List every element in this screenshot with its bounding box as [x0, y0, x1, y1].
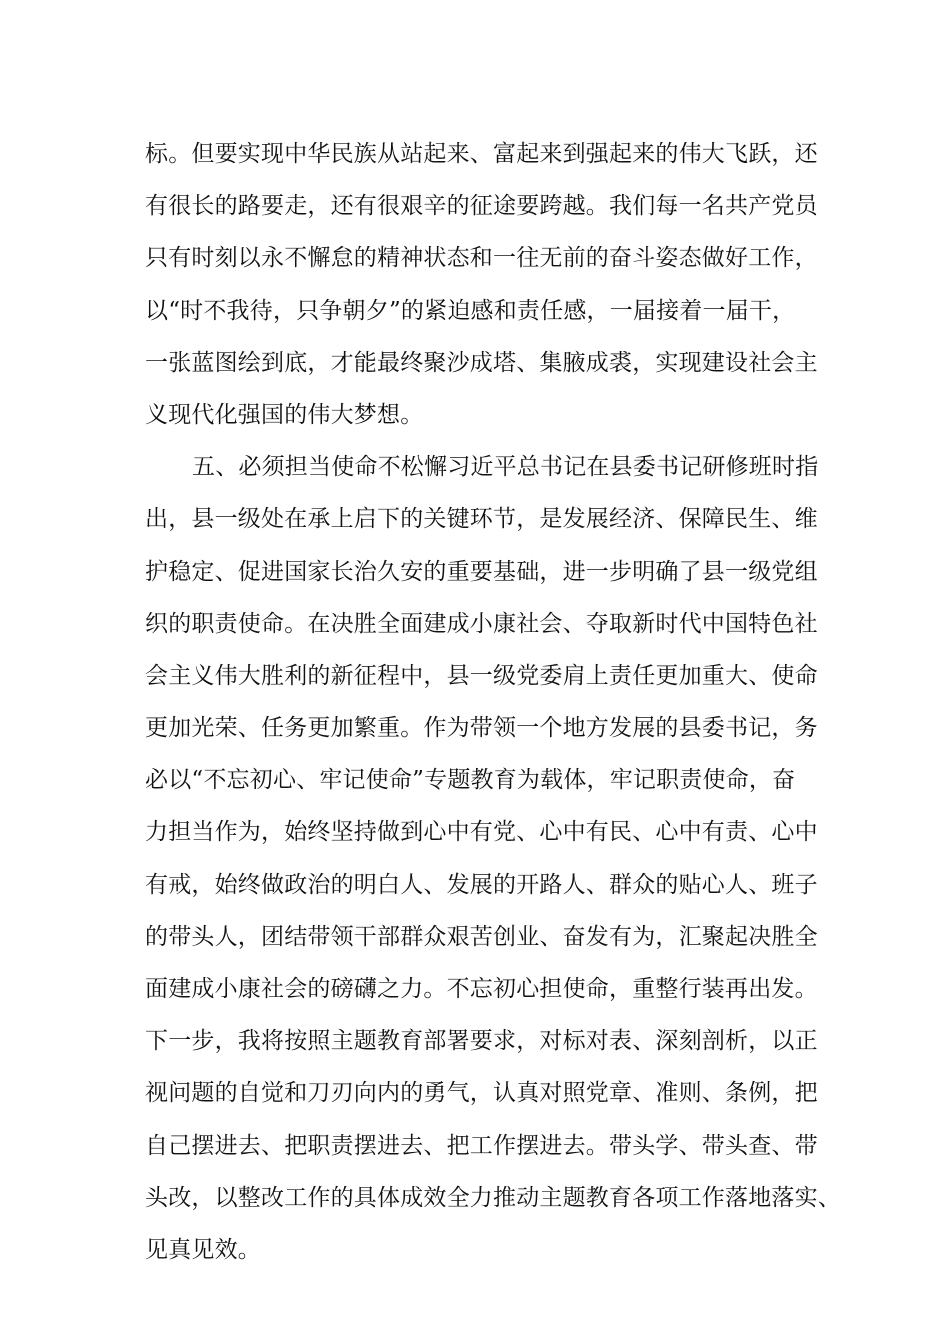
text-line: 护稳定、促进国家长治久安的重要基础，进一步明确了县一级党组 — [145, 558, 818, 585]
text-line: 面建成小康社会的磅礴之力。不忘初心担使命，重整行装再出发。 — [145, 976, 818, 1002]
text-line: 力担当作为，始终坚持做到心中有党、心中有民、心中有责、心中 — [145, 819, 818, 846]
text-line: 织的职责使命。在决胜全面建成小康社会、夺取新时代中国特色社 — [145, 610, 818, 637]
text-line: 自己摆进去、把职责摆进去、把工作摆进去。带头学、带头查、带 — [145, 1132, 818, 1159]
text-line: 只有时刻以永不懈怠的精神状态和一往无前的奋斗姿态做好工作， — [145, 245, 818, 272]
text-line: 下一步，我将按照主题教育部署要求，对标对表、深刻剖析，以正 — [145, 1028, 818, 1055]
text-line: 更加光荣、任务更加繁重。作为带领一个地方发展的县委书记，务 — [145, 715, 818, 742]
text-line: 五、必须担当使命不松懈习近平总书记在县委书记研修班时指 — [192, 454, 819, 481]
text-line: 义现代化强国的伟大梦想。 — [145, 401, 424, 428]
text-line: 标。但要实现中华民族从站起来、富起来到强起来的伟大飞跃，还 — [145, 141, 818, 167]
text-line: 见真见效。 — [145, 1236, 261, 1263]
text-line: 头改，以整改工作的具体成效全力推动主题教育各项工作落地落实、 — [145, 1184, 841, 1211]
text-line: 一张蓝图绘到底，才能最终聚沙成塔、集腋成裘，实现建设社会主 — [145, 349, 818, 376]
text-line: 的带头人，团结带领干部群众艰苦创业、奋发有为，汇聚起决胜全 — [145, 923, 818, 950]
body-text — [145, 128, 841, 1276]
text-line: 出，县一级处在承上启下的关键环节，是发展经济、保障民生、维 — [145, 506, 818, 533]
text-line: 会主义伟大胜利的新征程中，县一级党委肩上责任更加重大、使命 — [145, 662, 818, 689]
text-line: 有戒，始终做政治的明白人、发展的开路人、群众的贴心人、班子 — [145, 871, 818, 898]
text-line: 必以“不忘初心、牢记使命”专题教育为载体，牢记职责使命，奋 — [145, 767, 796, 794]
text-line: 有很长的路要走，还有很艰辛的征途要跨越。我们每一名共产党员 — [145, 193, 818, 220]
text-line: 以“时不我待，只争朝夕”的紧迫感和责任感，一届接着一届干， — [145, 297, 796, 324]
text-line: 视问题的自觉和刀刃向内的勇气，认真对照党章、准则、条例，把 — [145, 1080, 818, 1107]
